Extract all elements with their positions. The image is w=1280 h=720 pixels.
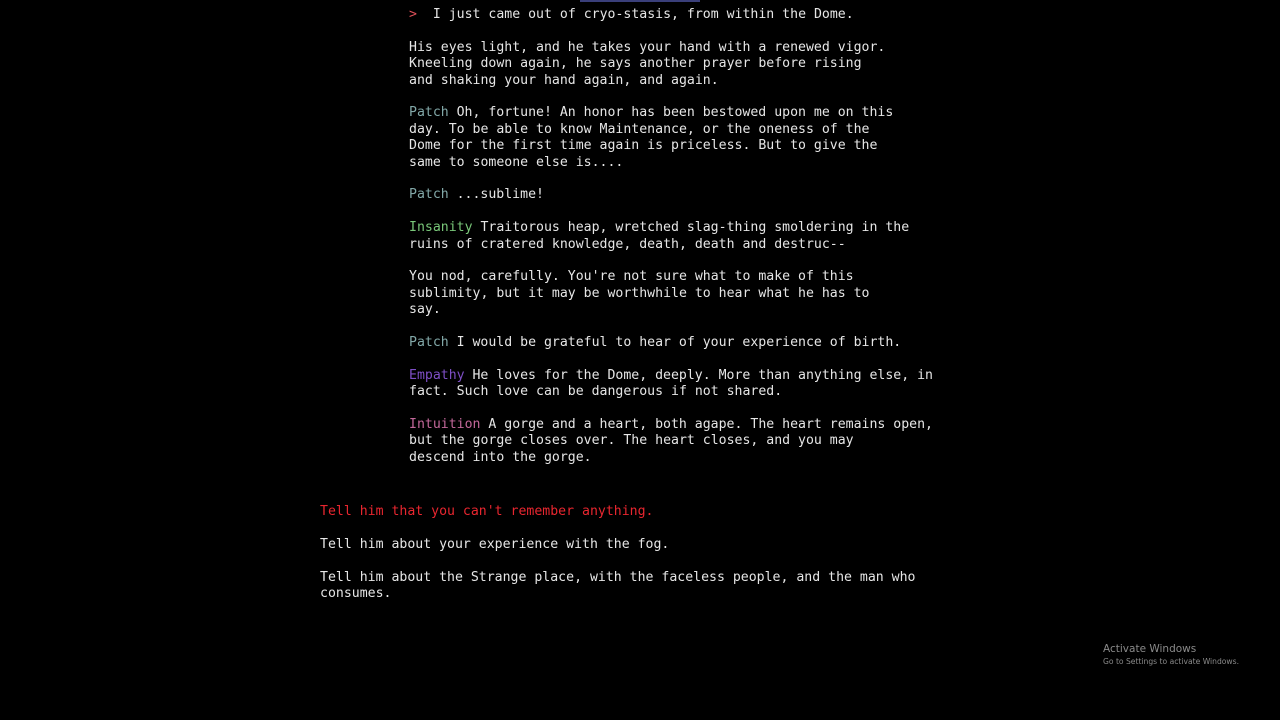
choice-option-2[interactable]: Tell him about your experience with the fog. — [320, 536, 670, 552]
paragraph-text: His eyes light, and he takes your hand with a renewed vigor. Kneeling down again, he says another prayer before rising and shaking your hand again, and again. — [409, 39, 886, 88]
dialogue-line — [409, 368, 969, 401]
speaker-name: Patch — [409, 335, 449, 351]
player-response-text: I just came out of cryo-stasis, from within the Dome. — [432, 7, 854, 22]
paragraph-text: I would be grateful to hear of your experience of birth. — [456, 335, 902, 351]
dialogue-line — [409, 417, 969, 466]
top-progress-bar — [580, 0, 700, 2]
player-response — [409, 7, 969, 23]
paragraph-text: He loves for the Dome, deeply. More than anything else, in fact. Such love can be dangerous if not shared. — [409, 367, 933, 400]
dialogue-line — [409, 105, 969, 171]
dialogue-line — [409, 220, 969, 253]
activate-windows-watermark — [1103, 643, 1239, 667]
story-log — [409, 7, 969, 483]
speaker-name: Patch — [409, 187, 449, 203]
story-paragraphs — [409, 40, 969, 466]
paragraph-text: A gorge and a heart, both agape. The heart remains open, but the gorge closes over. The heart closes, and you may descend into the gorge. — [409, 417, 933, 465]
dialogue-choices — [320, 504, 960, 619]
watermark-subtitle: Go to Settings to activate Windows. — [1103, 657, 1240, 666]
prompt-caret-icon: > — [409, 7, 417, 22]
speaker-name: Patch — [409, 105, 449, 121]
choice-option-3[interactable]: Tell him about the Strange place, with the faceless people, and the man who consumes. — [320, 569, 916, 601]
speaker-name: Empathy — [409, 367, 465, 383]
paragraph-text: Traitorous heap, wretched slag-thing smoldering in the ruins of cratered knowledge, death, death and destruc-- — [409, 220, 910, 252]
dialogue-line — [409, 335, 969, 351]
paragraph-text: ...sublime! — [456, 187, 544, 203]
watermark-title: Activate Windows — [1103, 643, 1197, 655]
narration-paragraph — [409, 269, 969, 318]
paragraph-text: You nod, carefully. You're not sure what to make of this sublimity, but it may be worthwhile to hear what he has to say. — [409, 269, 870, 318]
narration-paragraph — [409, 40, 969, 89]
speaker-name: Intuition — [409, 417, 481, 433]
paragraph-text: Oh, fortune! An honor has been bestowed upon me on this day. To be able to know Maintenance, or the oneness of the Dome for the first time again is priceless. But to give the same to someone else is.... — [409, 105, 894, 170]
speaker-name: Insanity — [409, 220, 473, 236]
choice-option-1[interactable]: Tell him that you can't remember anything. — [320, 504, 654, 519]
dialogue-line — [409, 187, 969, 203]
